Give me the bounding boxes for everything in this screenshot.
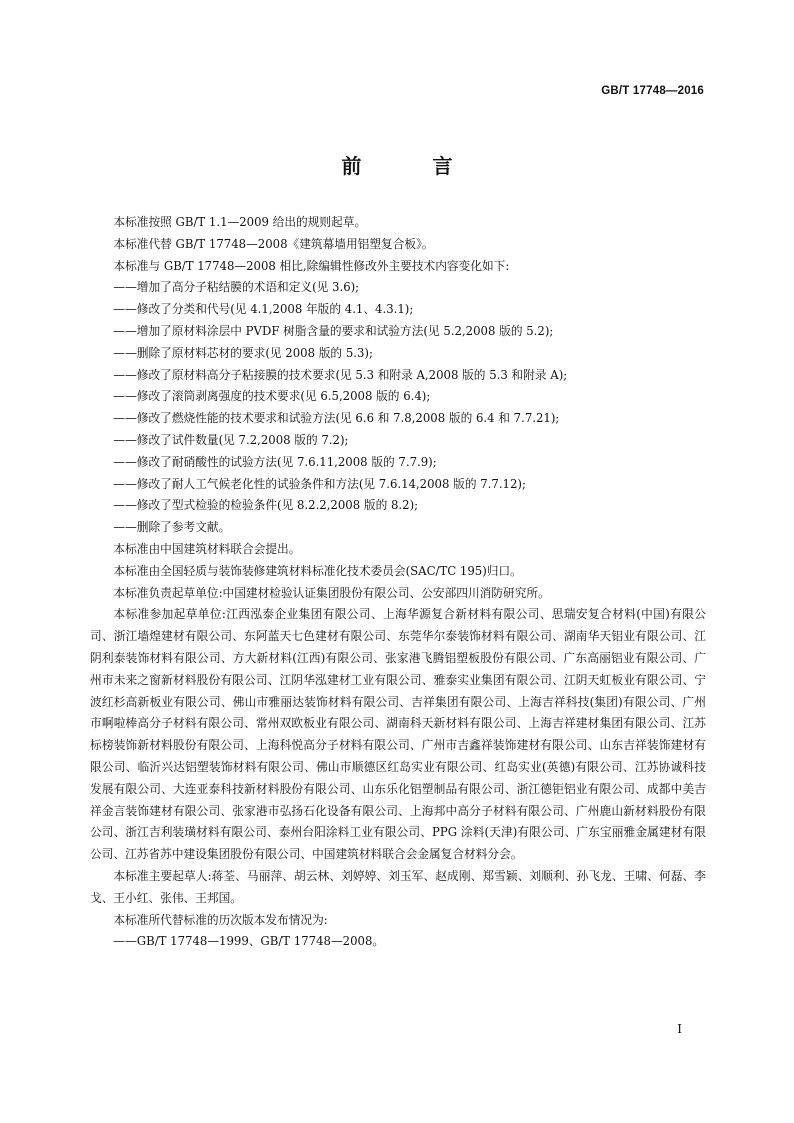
list-item: ——修改了滚筒剥离强度的技术要求(见 6.5,2008 版的 6.4); xyxy=(113,389,431,404)
page-title: 前 言 xyxy=(341,154,485,178)
list-item: ——修改了分类和代号(见 4.1,2008 年版的 4.1、4.3.1); xyxy=(113,302,414,317)
replacement-paragraph: 本标准代替 GB/T 17748—2008《建筑幕墙用铝塑复合板》。 xyxy=(113,236,434,251)
history-intro-paragraph: 本标准所代替标准的历次版本发布情况为: xyxy=(113,912,328,927)
page-number: I xyxy=(677,1022,682,1036)
drafting-rules-paragraph: 本标准按照 GB/T 1.1—2009 给出的规则起草。 xyxy=(113,215,367,229)
list-item: ——修改了耐人工气候老化性的试验条件和方法(见 7.6.14,2008 版的 7.7.12); xyxy=(113,476,526,491)
changes-intro-paragraph: 本标准与 GB/T 17748—2008 相比,除编辑性修改外主要技术内容变化如下: xyxy=(113,258,510,273)
list-item: ——修改了试件数量(见 7.2,2008 版的 7.2); xyxy=(113,432,349,447)
foreword-body xyxy=(90,212,706,953)
jurisdiction-paragraph: 本标准由全国轻质与装饰装修建筑材料标准化技术委员会(SAC/TC 195)归口。 xyxy=(113,563,522,578)
list-item: ——修改了耐硝酸性的试验方法(见 7.6.11,2008 版的 7.7.9); xyxy=(113,454,437,469)
proposal-paragraph: 本标准由中国建筑材料联合会提出。 xyxy=(113,541,301,556)
list-item: ——删除了原材料芯材的要求(见 2008 版的 5.3); xyxy=(113,345,373,360)
participating-drafters-paragraph: 本标准参加起草单位:江西泓泰企业集团有限公司、上海华源复合新材料有限公司、思瑞安复合材料(中国)有限公司、浙江墙煌建材有限公司、东阿蓝天七色建材有限公司、东莞华尔泰装饰材料有限公司、湖南华天铝业有限公司、江阴利泰装饰材料有限公司、方大新材料(江西)有限公司、张家港飞腾铝塑板股份有限公司、广东高丽铝业有限公司、广州市未来之窗新材料股份有限公司、江阴华泓建材工业有限公司、雅泰实业集团有限公司、江阴天虹板业有限公司、宁波红杉高新板业有限公司、佛山市雅丽达装饰材料有限公司、吉祥集团有限公司、上海吉祥科技(集团)有限公司、广州市啊啦棒高分子材料有限公司、常州双欧板业有限公司、湖南科天新材料有限公司、上海吉祥建材集团有限公司、江苏标榜装饰新材料股份有限公司、上海科悦高分子材料有限公司、广州市吉鑫祥装饰建材有限公司、山东吉祥装饰建材有限公司、临沂兴达铝塑装饰材料有限公司、佛山市顺德区红岛实业有限公司、红岛实业(英德)有限公司、江苏协诚科技发展有限公司、大连亚泰科技新材料股份有限公司、山东乐化铝塑制品有限公司、浙江德钜铝业有限公司、成都中美吉祥金言装饰建材有限公司、张家港市弘扬石化设备有限公司、上海邦中高分子材料有限公司、广州鹿山新材料股份有限公司、浙江吉利装璜材料有限公司、泰州台阳涂料工业有限公司、PPG 涂料(天津)有限公司、广东宝丽雅金属建材有限公司、江苏省苏中建设集团股份有限公司、中国建筑材料联合会金属复合材料分会。 xyxy=(90,607,706,862)
list-item: ——修改了燃烧性能的技术要求和试验方法(见 6.6 和 7.8,2008 版的 6.4 和 7.7.21); xyxy=(113,411,560,426)
main-drafters-paragraph: 本标准主要起草人:蒋荃、马丽萍、胡云林、刘婷婷、刘玉军、赵成刚、郑雪颖、刘顺利、孙飞龙、王啸、何磊、李戈、王小红、张伟、王邦国。 xyxy=(90,868,706,905)
list-item: ——修改了型式检验的检验条件(见 8.2.2,2008 版的 8.2); xyxy=(113,498,419,513)
standard-code: GB/T 17748—2016 xyxy=(601,85,704,97)
list-item: ——删除了参考文献。 xyxy=(113,520,231,535)
lead-drafters-paragraph: 本标准负责起草单位:中国建材检验认证集团股份有限公司、公安部四川消防研究所。 xyxy=(113,585,550,600)
list-item: ——增加了高分子粘结膜的术语和定义(见 3.6); xyxy=(113,280,360,295)
list-item: ——增加了原材料涂层中 PVDF 树脂含量的要求和试验方法(见 5.2,2008 版的 5.2); xyxy=(113,323,554,338)
history-list-item: ——GB/T 17748—1999、GB/T 17748—2008。 xyxy=(113,934,385,949)
changes-list xyxy=(90,277,706,539)
list-item: ——修改了原材料高分子粘接膜的技术要求(见 5.3 和附录 A,2008 版的 5.3 和附录 A); xyxy=(113,367,568,382)
